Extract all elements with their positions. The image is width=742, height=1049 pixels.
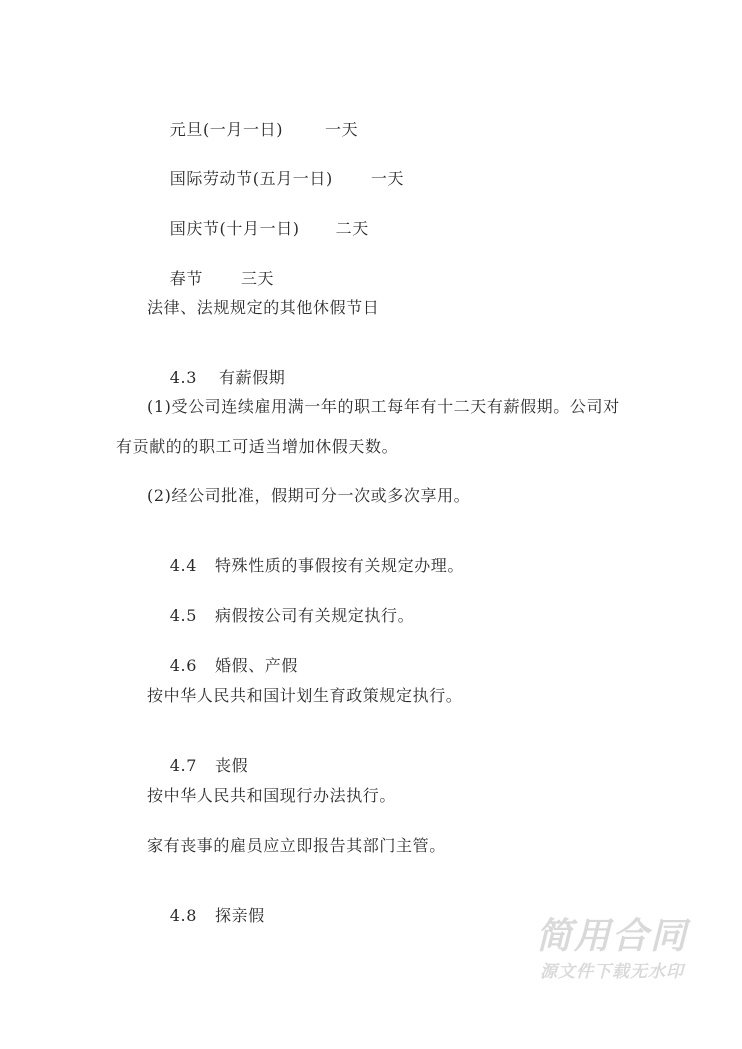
holiday-other: 法律、法规规定的其他休假节日: [147, 298, 380, 317]
holiday-name: 国庆节(十月一日): [169, 219, 300, 238]
section-title: 特殊性质的事假按有关规定办理。: [215, 556, 465, 575]
holiday-name: 春节: [169, 269, 203, 288]
section-number: 4.3: [169, 368, 197, 387]
watermark-main-text: 简用合同: [535, 916, 688, 957]
holiday-days: 一天: [325, 120, 359, 139]
section-number: 4.8: [169, 906, 197, 925]
section-number: 4.4: [169, 556, 197, 575]
watermark-sub-text: 源文件下载无水印: [539, 962, 684, 982]
holiday-name: 国际劳动节(五月一日): [169, 169, 333, 188]
holiday-days: 一天: [370, 169, 405, 188]
section-title: 病假按公司有关规定执行。: [215, 606, 415, 625]
holiday-days: 三天: [240, 269, 275, 288]
section-heading-4-8: [147, 886, 265, 946]
section-number: 4.6: [169, 656, 197, 675]
section-number: 4.5: [169, 606, 197, 625]
section-title: 探亲假: [215, 906, 265, 925]
paid-leave-paragraph-1: (1)受公司连续雇用满一年的职工每年有十二天有薪假期。公司对有贡献的的职工可适当增加休假天数。: [116, 397, 620, 456]
section-title: 丧假: [215, 756, 249, 775]
marriage-maternity-body: 按中华人民共和国计划生育政策规定执行。: [147, 686, 463, 705]
holiday-name: 元旦(一月一日): [169, 120, 284, 139]
holiday-days: 二天: [335, 219, 369, 238]
section-title: 婚假、产假: [215, 656, 299, 675]
bereavement-body-2: 家有丧事的雇员应立即报告其部门主管。: [147, 836, 446, 855]
paid-leave-paragraph-2: (2)经公司批准，假期可分一次或多次享用。: [147, 486, 471, 505]
section-number: 4.7: [169, 756, 197, 775]
watermark-logo: [536, 917, 688, 983]
bereavement-body-1: 按中华人民共和国现行办法执行。: [147, 786, 397, 805]
section-title: 有薪假期: [219, 368, 286, 387]
